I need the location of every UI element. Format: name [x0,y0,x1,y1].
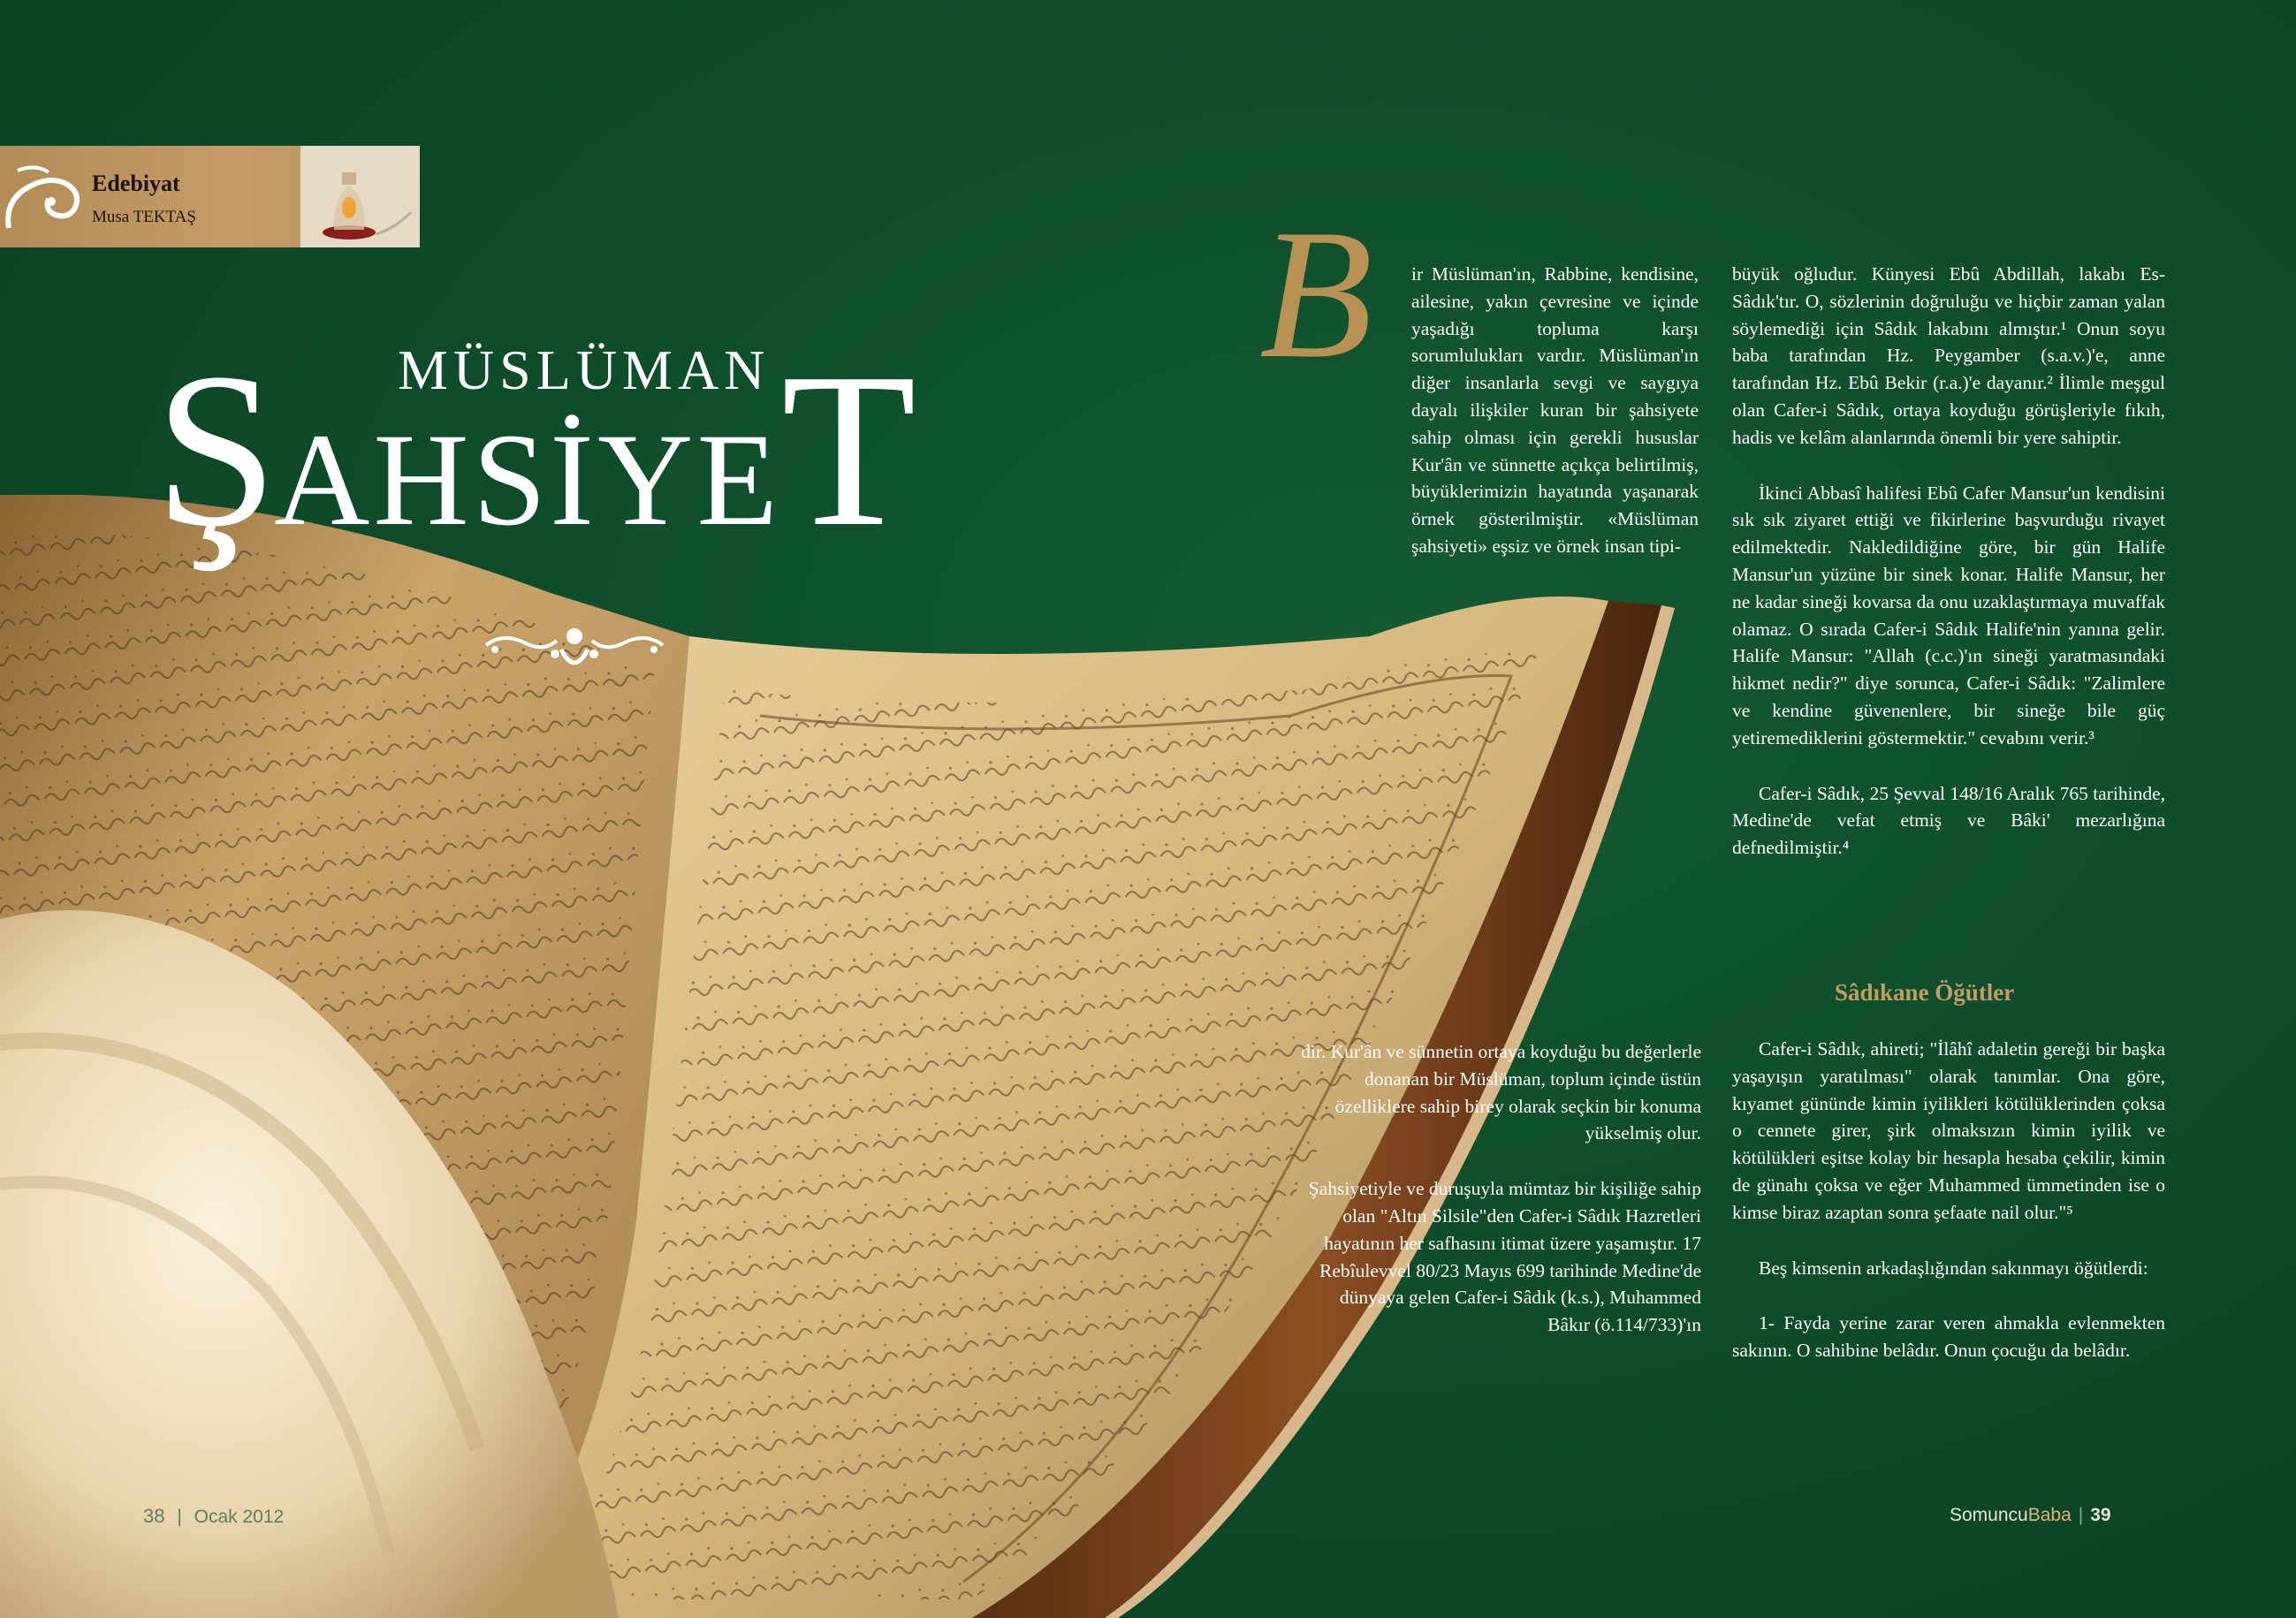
col2-paragraph-3: Cafer-i Sâdık, 25 Şevval 148/16 Aralık 765 tarihinde, Medine'de vefat etmiş ve Bâki' mezarlığına defnedilmiştir.⁴ [1732,782,2165,859]
right-column [1732,261,2165,862]
lower-column [1299,1038,1701,1339]
col2-paragraph-1: büyük oğludur. Künyesi Ebû Abdillah, lakabı Es-Sâdık'tır. O, sözlerinin doğruluğu ve hiçbir zaman yalan söylemediği için Sâdık lakabını almıştır.¹ Onun soyu baba tarafından Hz. Peygamber (s.a.v.)'e, anne tarafından Hz. Ebû Bekir (r.a.)'e dayanır.² İlimle meşgul olan Cafer-i Sâdık, ortaya koyduğu görüşleriyle fıkıh, hadis ve kelâm alanlarında önemli bir yere sahiptir. [1732,263,2165,448]
title-small: MÜSLÜMAN [398,338,771,401]
lamp-thumbnail [300,146,420,247]
section-tag [0,146,420,247]
page-title [155,328,913,573]
col2b-paragraph-1: Cafer-i Sâdık, ahireti; "İlâhî adaletin gereği bir başka yaşayışın yaratılması" olarak tanımlar. Ona göre, kıyamet gününde kimin iyilikleri kötülüklerinden çoksa o cennete girer, şirk olmaksızın kimin iyilik ve kötülükleri eşitse kolay bir hesapla hesaba çekilir, kimin de günahı çoksa ve eğer Muhammed ümmetinden ise o kimse biraz azaptan sonra şefaate nail olur."⁵ [1732,1038,2165,1223]
lower-paragraph-1: dir. Kur'ân ve sünnetin ortaya koyduğu bu değerlerle donanan bir Müslüman, toplum içinde üstün özelliklere sahip birey olarak seçkin bir konuma yükselmiş olur. [1301,1041,1701,1144]
issue-date: Ocak 2012 [194,1507,285,1527]
lower-paragraph-2: Şahsiyetiyle ve duruşuyla mümtaz bir kişiliğe sahip olan "Altın Silsile"den Cafer-i Sâdık Hazretleri hayatının her safhasını itimat üzere yaşamıştır. 17 Rebîulevvel 80/23 Mayıs 699 tarihinde Medine'de dünyaya gelen Cafer-i Sâdık (k.s.), Muhammed Bâkır (ö.114/733)'ın [1308,1178,1701,1336]
footer-separator-right: | [2078,1505,2084,1525]
left-page-number: 38 [143,1505,165,1527]
footer-left [143,1505,284,1528]
drop-cap: B [1259,192,1373,397]
title-first-letter: Ş [155,328,275,573]
title-middle: AHSİYE [274,406,782,553]
col2b-paragraph-3: 1- Fayda yerine zarar veren ahmakla evlenmekten sakının. O sahibine belâdır. Onun çocuğu da belâdır. [1732,1312,2165,1362]
title-last-letter: T [781,328,913,573]
footer-right [1950,1505,2111,1526]
footer-separator: | [177,1507,182,1527]
author-name: Musa TEKTAŞ [92,208,196,226]
brand-name-b: Baba [2027,1505,2072,1525]
brand-name-a: Somuncu [1950,1505,2028,1525]
right-column-lower [1732,1036,2165,1364]
swirl-ornament-icon [0,153,88,241]
intro-text: ir Müslüman'ın, Rabbine, kendisine, ailesine, yakın çevresine ve içinde yaşadığı topluma karşı sorumlulukları vardır. Müslüman'ın diğer insanlarla sevgi ve saygıya dayalı ilişkiler kuran bir şahsiyete sahip olması için gerekli hususlar Kur'ân ve sünnette açıkça belirtilmiş, büyüklerimizin hayatında yaşanarak örnek gösterilmiştir. «Müslüman şahsiyeti» eşsiz ve örnek insan tipi- [1411,263,1699,557]
col2-paragraph-2: İkinci Abbasî halifesi Ebû Cafer Mansur'un kendisini sık sık ziyaret ettiği ve fikirlerine başvurduğu rivayet edilmektedir. Nakledildiğine göre, bir gün Halife Mansur'un yüzüne bir sinek konar. Halife Mansur, her ne kadar sineği kovarsa da onu uzaklaştırmaya muvaffak olamaz. O sırada Cafer-i Sâdık Halife'nin yanına gelir. Halife Mansur: "Allah (c.c.)'ın sineği yaratmasındaki hikmet nedir?" diye sorunca, Cafer-i Sâdık: "Zalimlere ve kendine güvenenlere, bir sineğe bile güç yetiremediklerini göstermektir." cevabını verir.³ [1732,482,2165,748]
intro-paragraph [1266,261,1699,560]
section-label: Edebiyat [92,171,180,196]
subheading: Sâdıkane Öğütler [1835,979,2015,1006]
col2b-paragraph-2: Beş kimsenin arkadaşlığından sakınmayı öğütlerdi: [1759,1257,2148,1279]
title-divider-ornament-icon [477,610,672,680]
right-page-number: 39 [2090,1505,2111,1525]
